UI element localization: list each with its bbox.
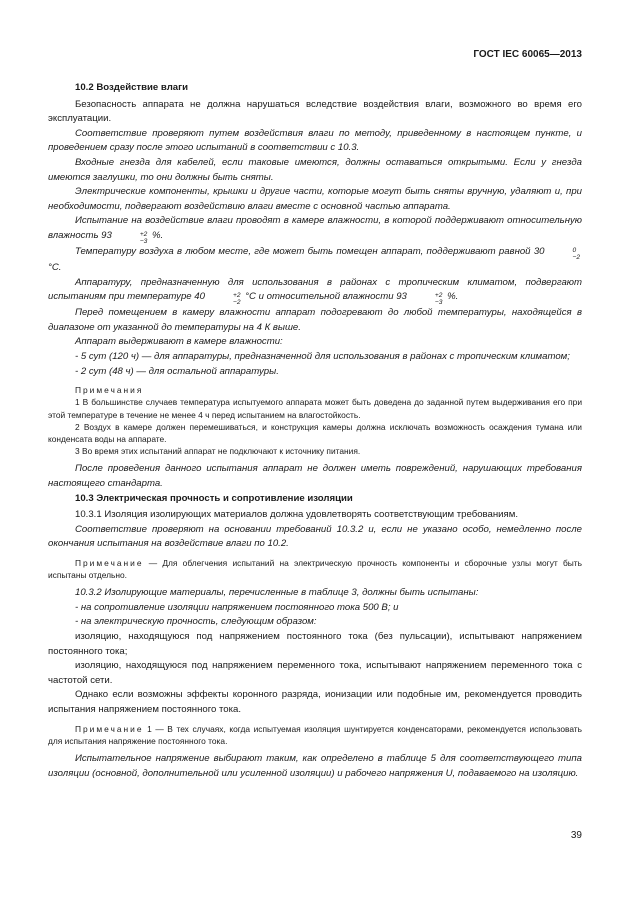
page-body [48, 81, 582, 781]
list-item: - на электрическую прочность, следующим образом: [75, 616, 317, 628]
note: Примечание — Для облегчения испытаний на электрическую прочность компоненты и сборочные узлы могут быть испытаны отдельно. [48, 557, 582, 581]
paragraph: Соответствие проверяют путем воздействия влаги по методу, приведенному в настоящем пункте, и проведением сразу после этого испытаний в соответствии с 10.3. [48, 127, 582, 154]
standard-designation: ГОСТ IEC 60065—2013 [473, 49, 582, 60]
section-heading-10-2: 10.2 Воздействие влаги [75, 82, 189, 93]
list-item: - 2 сут (48 ч) — для остальной аппаратуры. [75, 365, 279, 377]
list-item: - 5 сут (120 ч) — для аппаратуры, предназначенной для использования в районах с тропическим климатом; [75, 350, 570, 362]
paragraph: Аппарат выдерживают в камере влажности: [75, 336, 283, 348]
paragraph: 10.3.1 Изоляция изолирующих материалов должна удовлетворять соответствующим требованиям. [75, 509, 518, 521]
humidity-paragraph: Испытание на воздействие влаги проводят в камере влажности, в которой поддерживают относительную влажность 93 +2 −3 %. [48, 215, 582, 245]
paragraph: Входные гнезда для кабелей, если таковые имеются, должны оставаться открытыми. Если у гнезда имеются заглушки, то они должны быть сняты. [48, 156, 582, 183]
note-2: 2 Воздух в камере должен перемешиваться, и конструкция камеры должна исключать возможность осаждения тумана или конденсата воды на аппарате. [48, 421, 582, 444]
tropical-paragraph: Аппаратуру, предназначенную для использования в районах с тропическим климатом, подвергают испытаниям при температуре 40 +2 −2 °С и относительной влажности 93 +2 −3 %. [48, 276, 582, 307]
paragraph: Безопасность аппарата не должна нарушаться вследствие воздействия влаги, возможного во время его эксплуатации. [48, 98, 582, 125]
list-item: - на сопротивление изоляции напряжением постоянного тока 500 В; и [75, 601, 399, 613]
section-heading-10-3: 10.3 Электрическая прочность и сопротивление изоляции [75, 492, 353, 504]
tolerance: +2 −3 [139, 230, 148, 245]
page-number: 39 [570, 830, 582, 841]
note-3: 3 Во время этих испытаний аппарат не подключают к источнику питания. [75, 446, 361, 457]
paragraph: изоляцию, находящуюся под напряжением переменного тока, испытывают напряжением переменного тока с частотой сети. [48, 660, 582, 686]
humidity-formula: 93 +2 −3 %. [101, 229, 164, 245]
temperature-paragraph: Температуру воздуха в любом месте, где может быть помещен аппарат, поддерживают равной 30 0 −2 °С. [48, 245, 581, 273]
paragraph: Соответствие проверяют на основании требований 10.3.2 и, если не указано особо, немедленно после окончания испытания на воздействие влаги по 10.2. [48, 523, 582, 550]
paragraph: изоляцию, находящуюся под напряжением постоянного тока (без пульсации), испытывают напряжением постоянного тока; [48, 631, 582, 657]
tolerance: +2 −3 [434, 292, 443, 307]
paragraph: Испытательное напряжение выбирают таким, как определено в таблице 5 для соответствующего типа изоляции (основной, дополнительной или усиленной изоляции) и рабочего напряжения U, подаваемого на изоляцию. [48, 753, 582, 779]
tolerance: +2 −2 [232, 292, 241, 307]
temperature-formula: 30 0 −2 °С. [48, 245, 581, 273]
paragraph: Однако если возможны эффекты коронного разряда, ионизации или подобные им, рекомендуется проводить испытания напряжением постоянного тока. [48, 689, 582, 716]
notes-title: Примечания [75, 385, 144, 396]
paragraph: Электрические компоненты, крышки и другие части, которые могут быть сняты вручную, удаляют и, при необходимости, подвергают воздействию влаги вместе с основной частью аппарата. [48, 186, 582, 212]
paragraph: 10.3.2 Изолирующие материалы, перечисленные в таблице 3, должны быть испытаны: [75, 587, 479, 599]
paragraph: После проведения данного испытания аппарат не должен иметь повреждений, нарушающих требования настоящего стандарта. [48, 463, 582, 489]
tolerance: 0 −2 [572, 246, 581, 261]
note-1: 1 В большинстве случаев температура испытуемого аппарата может быть доведена до заданной путем выдерживания его при этой температуре в течение не менее 4 ч перед испытанием на влагостойкость. [48, 397, 582, 420]
note: Примечание 1 — В тех случаях, когда испытуемая изоляция шунтируется конденсаторами, рекомендуется использовать для испытания напряжение постоянного тока. [48, 723, 582, 746]
paragraph: Перед помещением в камеру влажности аппарат подогревают до любой температуры, находящейся в диапазоне от указанной до температуры на 4 К выше. [48, 307, 582, 333]
